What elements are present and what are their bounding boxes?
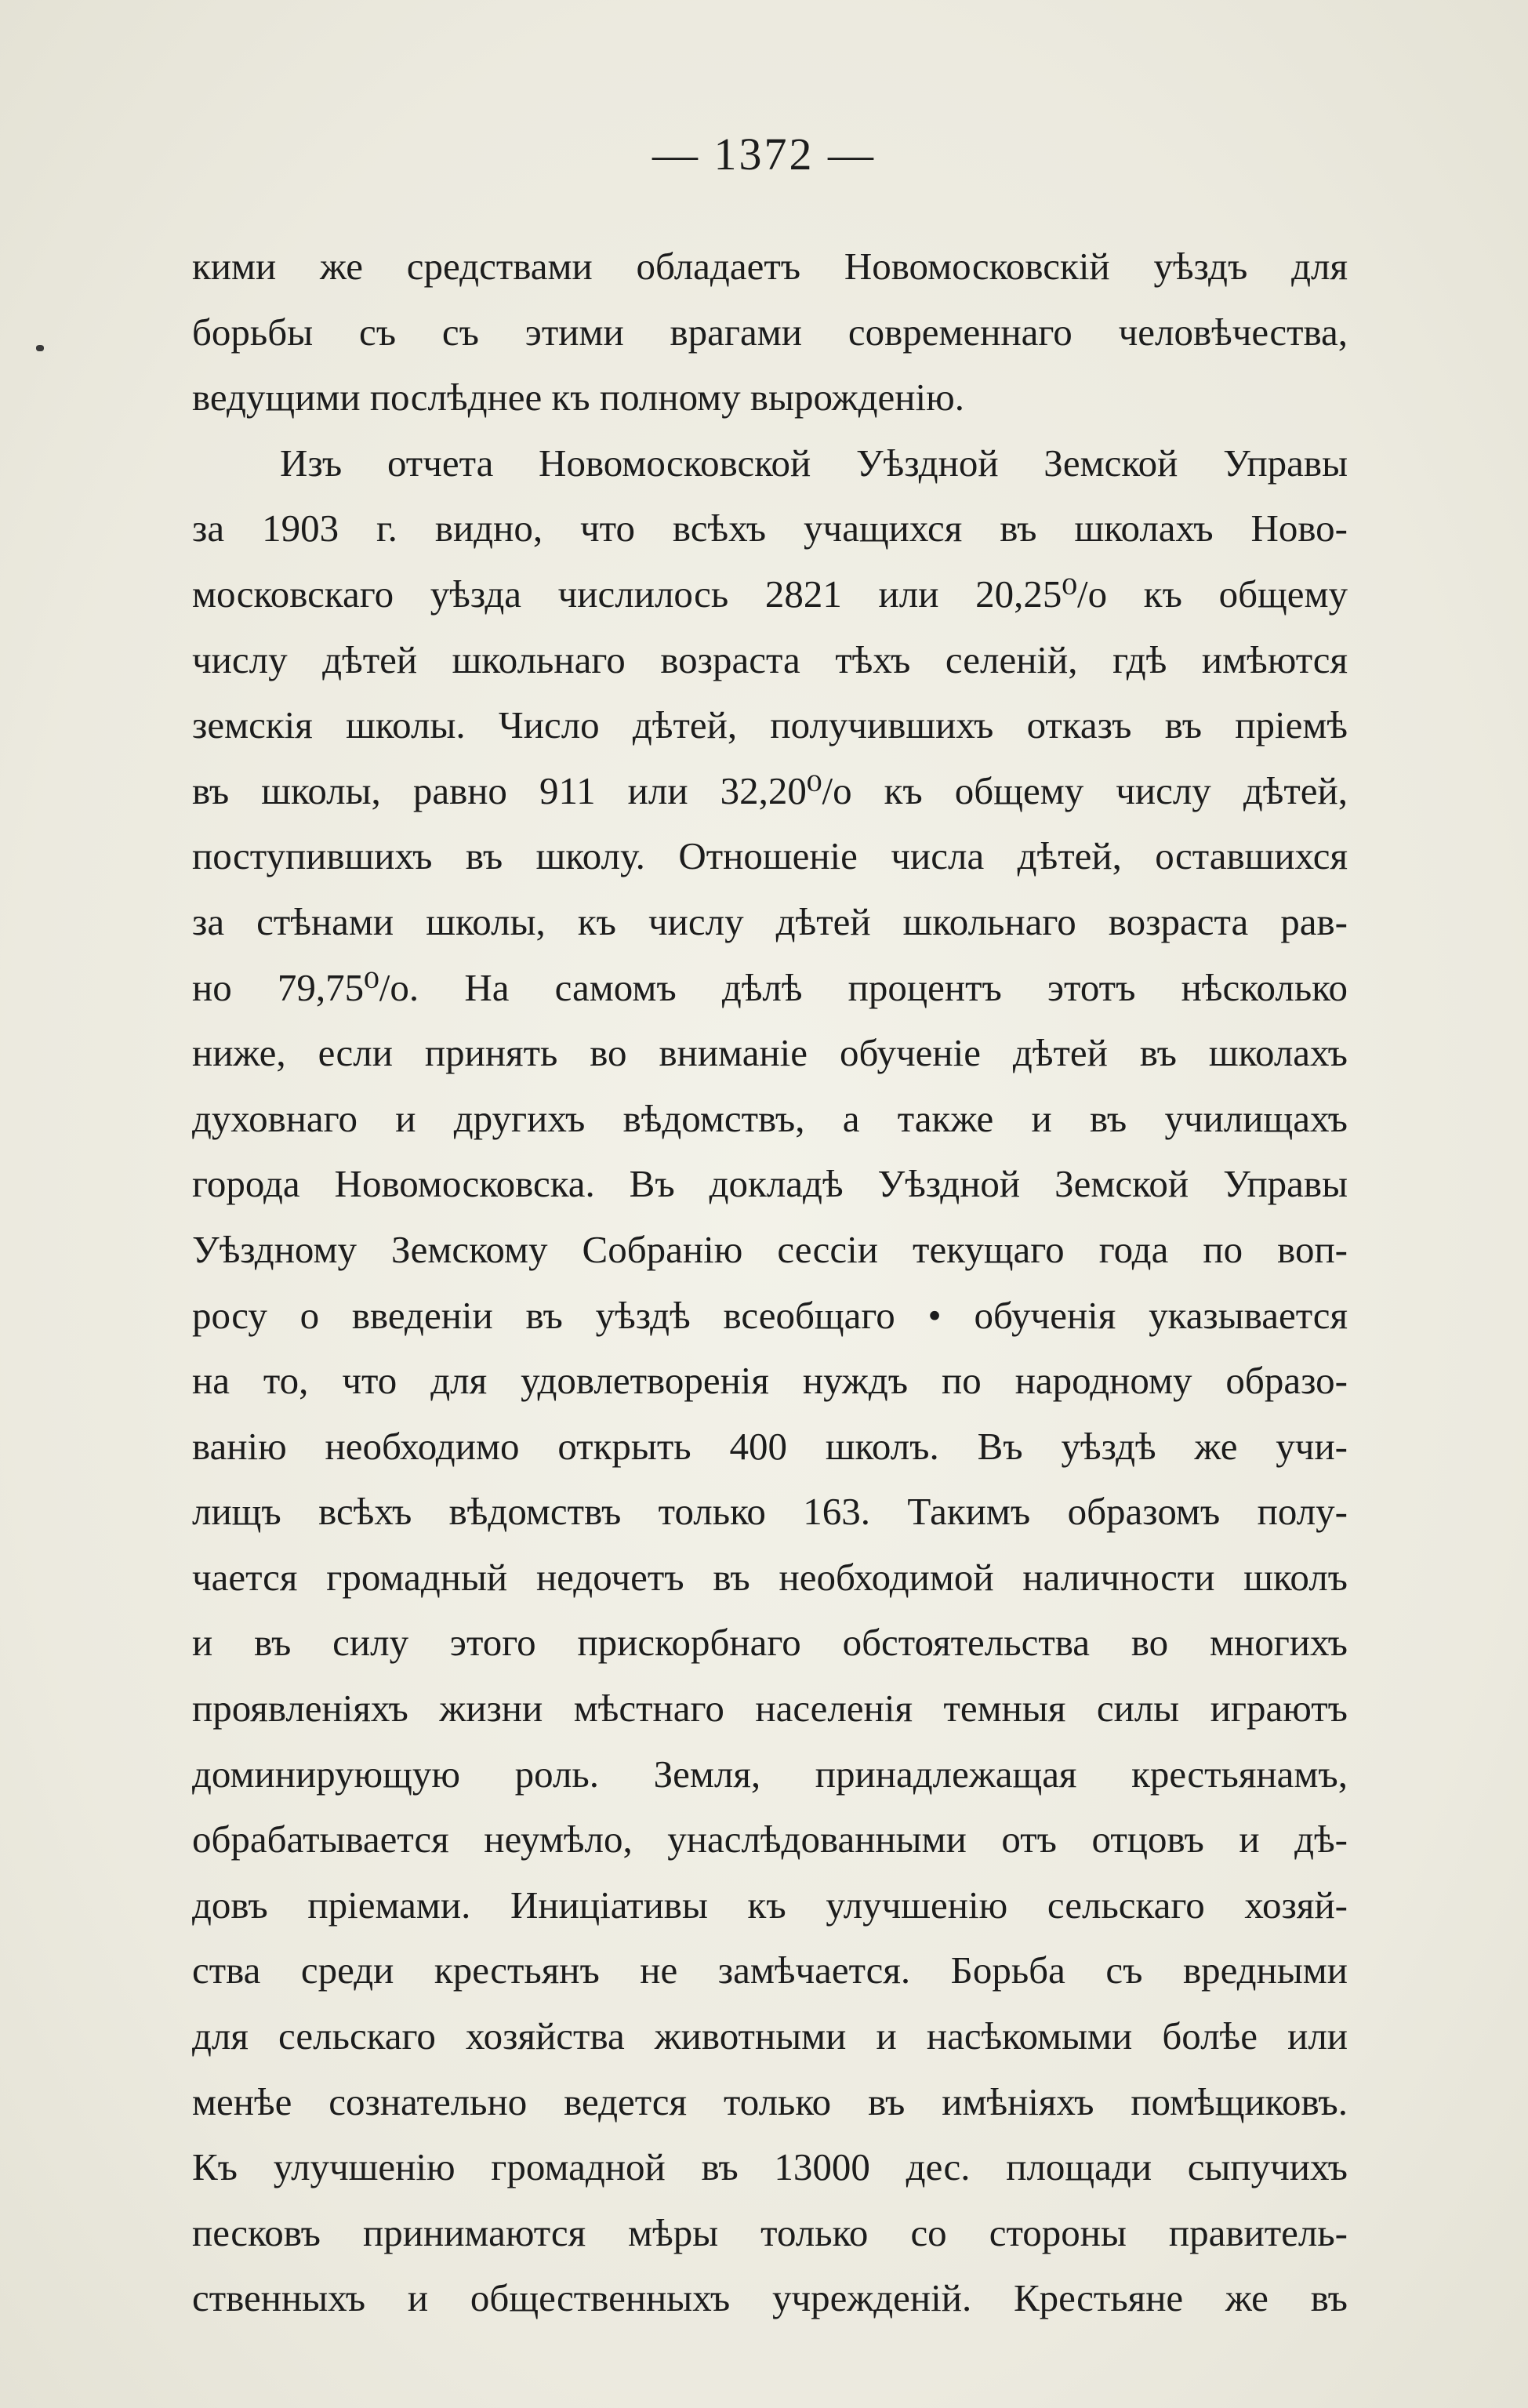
text-line: города Новомосковска. Въ докладѣ Уѣздной Земской Управы (192, 1162, 1348, 1206)
text-line: для сельскаго хозяйства животными и насѣкомыми болѣе или (192, 2014, 1348, 2058)
text-line: доминирующую роль. Земля, принадлежащая крестьянамъ, (192, 1752, 1348, 1796)
text-line: за 1903 г. видно, что всѣхъ учащихся въ школахъ Ново- (192, 507, 1348, 550)
text-line: Уѣздному Земскому Собранію сессіи текущаго года по воп- (192, 1227, 1348, 1271)
text-line: ниже, если принять во вниманіе обученіе дѣтей въ школахъ (192, 1031, 1348, 1075)
text-line: песковъ принимаются мѣры только со стороны правитель- (192, 2210, 1348, 2254)
text-line: ведущими послѣднее къ полному вырожденію. (192, 376, 965, 419)
text-line: менѣе сознательно ведется только въ имѣніяхъ помѣщиковъ. (192, 2079, 1348, 2123)
text-line: но 79,75⁰/о. На самомъ дѣлѣ процентъ этотъ нѣсколько (192, 965, 1348, 1009)
text-line: борьбы съ съ этими врагами современнаго человѣчества, (192, 310, 1348, 354)
text-line: Къ улучшенію громадной въ 13000 дес. площади сыпучихъ (192, 2145, 1348, 2189)
text-line: Изъ отчета Новомосковской Уѣздной Земской Управы (280, 441, 1348, 485)
text-line: проявленіяхъ жизни мѣстнаго населенія темныя силы играютъ (192, 1687, 1348, 1731)
text-line: поступившихъ въ школу. Отношеніе числа дѣтей, оставшихся (192, 834, 1348, 878)
text-line: московскаго уѣзда числилось 2821 или 20,25⁰/о къ общему (192, 572, 1348, 616)
text-line: и въ силу этого прискорбнаго обстоятельства во многихъ (192, 1621, 1348, 1665)
text-line: на то, что для удовлетворенія нуждъ по народному образо- (192, 1359, 1348, 1403)
text-line: духовнаго и другихъ вѣдомствъ, а также и въ училищахъ (192, 1096, 1348, 1140)
text-line: земскія школы. Число дѣтей, получившихъ отказъ въ пріемѣ (192, 703, 1348, 747)
text-line: ванію необходимо открыть 400 школъ. Въ уѣздѣ же учи- (192, 1424, 1348, 1468)
text-line: кими же средствами обладаетъ Новомосковскій уѣздъ для (192, 245, 1348, 288)
text-line: довъ пріемами. Иниціативы къ улучшенію сельскаго хозяй- (192, 1883, 1348, 1927)
body-text (192, 234, 1348, 2331)
text-line: росу о введеніи въ уѣздѣ всеобщаго • обученія указывается (192, 1293, 1348, 1337)
ink-speck (36, 345, 44, 351)
text-line: чается громадный недочетъ въ необходимой наличности школъ (192, 1555, 1348, 1599)
text-line: лищъ всѣхъ вѣдомствъ только 163. Такимъ образомъ полу- (192, 1490, 1348, 1534)
text-line: за стѣнами школы, къ числу дѣтей школьнаго возраста рав- (192, 899, 1348, 943)
text-line: ственныхъ и общественныхъ учрежденій. Крестьяне же въ (192, 2276, 1348, 2320)
page-number: — 1372 — (652, 129, 876, 180)
text-line: въ школы, равно 911 или 32,20⁰/о къ общему числу дѣтей, (192, 768, 1348, 812)
text-line: ства среди крестьянъ не замѣчается. Борьба съ вредными (192, 1949, 1348, 1992)
text-line: числу дѣтей школьнаго возраста тѣхъ селеній, гдѣ имѣются (192, 637, 1348, 681)
text-line: обрабатывается неумѣло, унаслѣдованными отъ отцовъ и дѣ- (192, 1818, 1348, 1861)
